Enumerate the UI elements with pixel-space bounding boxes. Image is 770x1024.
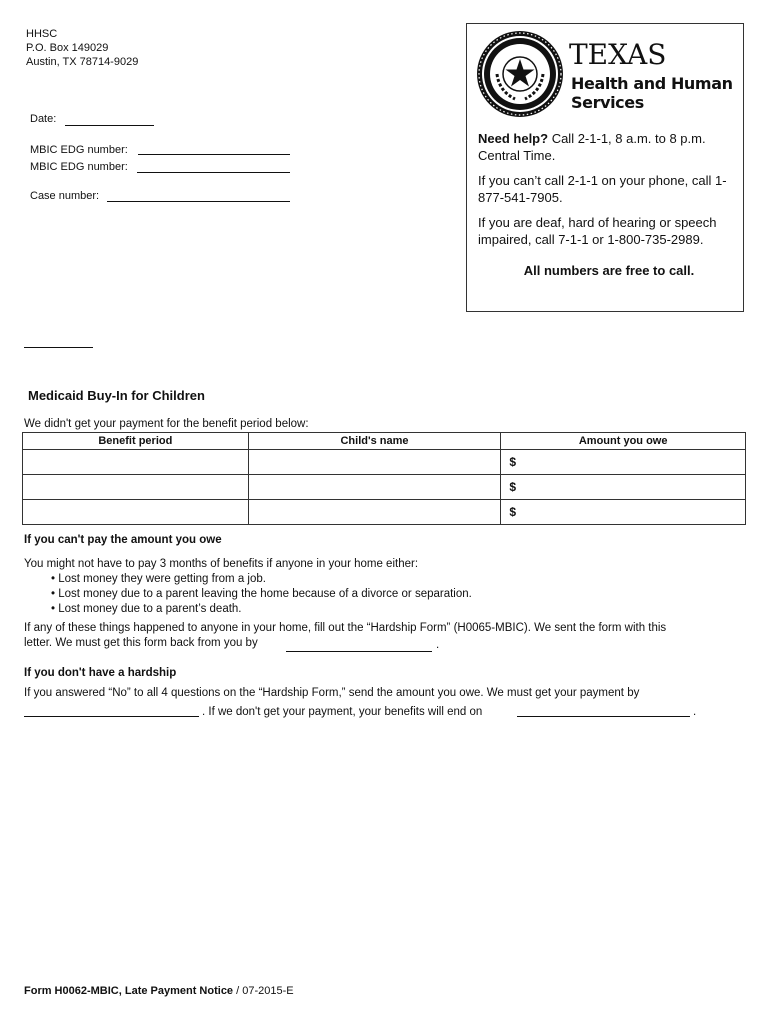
table-row xyxy=(23,450,746,475)
benefits-end-date-field[interactable] xyxy=(517,716,690,717)
need-help-text: Call 2-1-1, 8 a.m. to 8 p.m. Central Time. xyxy=(478,131,706,163)
recipient-line xyxy=(24,347,93,348)
edg-field-1[interactable] xyxy=(138,154,290,155)
logo-state: TEXAS xyxy=(569,38,667,71)
table-row xyxy=(23,475,746,500)
page-title: Medicaid Buy-In for Children xyxy=(28,388,205,403)
cant-pay-lead: You might not have to pay 3 months of benefits if anyone in your home either: xyxy=(24,558,419,570)
logo-agency xyxy=(571,74,733,112)
case-number-field[interactable] xyxy=(107,201,290,202)
date-field[interactable] xyxy=(65,125,154,126)
no-hardship-text-2: . If we don't get your payment, your benefits will end on xyxy=(202,706,483,718)
need-help-line xyxy=(478,130,740,164)
date-label: Date: xyxy=(30,113,57,125)
payment-due-date-field[interactable] xyxy=(24,716,199,717)
header-amount: Amount you owe xyxy=(501,433,746,450)
table-row xyxy=(23,500,746,525)
header-benefit-period: Benefit period xyxy=(23,433,249,450)
child-name-cell[interactable] xyxy=(248,475,501,500)
form-footer xyxy=(24,985,294,997)
list-item: • Lost money they were getting from a job. xyxy=(51,573,266,585)
sender-po-box: P.O. Box 149029 xyxy=(26,42,109,54)
amount-cell[interactable]: $ xyxy=(501,450,746,475)
period-1: . xyxy=(436,639,440,651)
no-hardship-heading: If you don't have a hardship xyxy=(24,667,177,679)
case-label: Case number: xyxy=(30,190,100,202)
amount-cell[interactable]: $ xyxy=(501,500,746,525)
cant-call-text: If you can’t call 2-1-1 on your phone, call 1-877-541-7905. xyxy=(478,173,727,205)
sender-city: Austin, TX 78714-9029 xyxy=(26,56,139,68)
form-version: / 07-2015-E xyxy=(233,985,294,997)
intro-text: We didn't get your payment for the benefit period below: xyxy=(24,418,309,430)
hardship-form-text-2: letter. We must get this form back from you by xyxy=(24,637,258,649)
benefit-period-cell[interactable] xyxy=(23,500,249,525)
list-item: • Lost money due to a parent’s death. xyxy=(51,603,242,615)
help-text xyxy=(478,130,740,279)
edg-label-1: MBIC EDG number: xyxy=(30,144,128,156)
table-header-row xyxy=(23,433,746,450)
hardship-reasons-list xyxy=(51,572,472,617)
form-id: Form H0062-MBIC, Late Payment Notice xyxy=(24,985,234,997)
benefit-table xyxy=(22,432,746,525)
period-2: . xyxy=(693,706,697,718)
sender-address xyxy=(26,27,138,69)
amount-cell[interactable]: $ xyxy=(501,475,746,500)
help-box xyxy=(466,23,744,312)
child-name-cell[interactable] xyxy=(248,500,501,525)
no-hardship-text-1: If you answered “No” to all 4 questions on the “Hardship Form,” send the amount you owe. We must get your payment by xyxy=(24,687,640,699)
hardship-form-text-1: If any of these things happened to anyone in your home, fill out the “Hardship Form” (H0065-MBIC). We sent the form with this xyxy=(24,622,667,634)
child-name-cell[interactable] xyxy=(248,450,501,475)
deaf-text: If you are deaf, hard of hearing or speech impaired, call 7-1-1 or 1-800-735-2989. xyxy=(478,215,717,247)
benefit-period-cell[interactable] xyxy=(23,450,249,475)
edg-label-2: MBIC EDG number: xyxy=(30,161,128,173)
header-child-name: Child's name xyxy=(248,433,501,450)
need-help-bold: Need help? xyxy=(478,131,549,146)
edg-field-2[interactable] xyxy=(137,172,290,173)
return-by-date-field[interactable] xyxy=(286,651,432,652)
free-calls-text: All numbers are free to call. xyxy=(523,263,695,278)
list-item: • Lost money due to a parent leaving the home because of a divorce or separation. xyxy=(51,588,472,600)
logo-line-2: Services xyxy=(571,93,644,112)
sender-org: HHSC xyxy=(26,28,58,40)
benefit-period-cell[interactable] xyxy=(23,475,249,500)
cant-pay-heading: If you can't pay the amount you owe xyxy=(24,534,222,546)
logo-line-1: Health and Human xyxy=(571,74,733,93)
texas-seal-icon xyxy=(475,29,565,119)
